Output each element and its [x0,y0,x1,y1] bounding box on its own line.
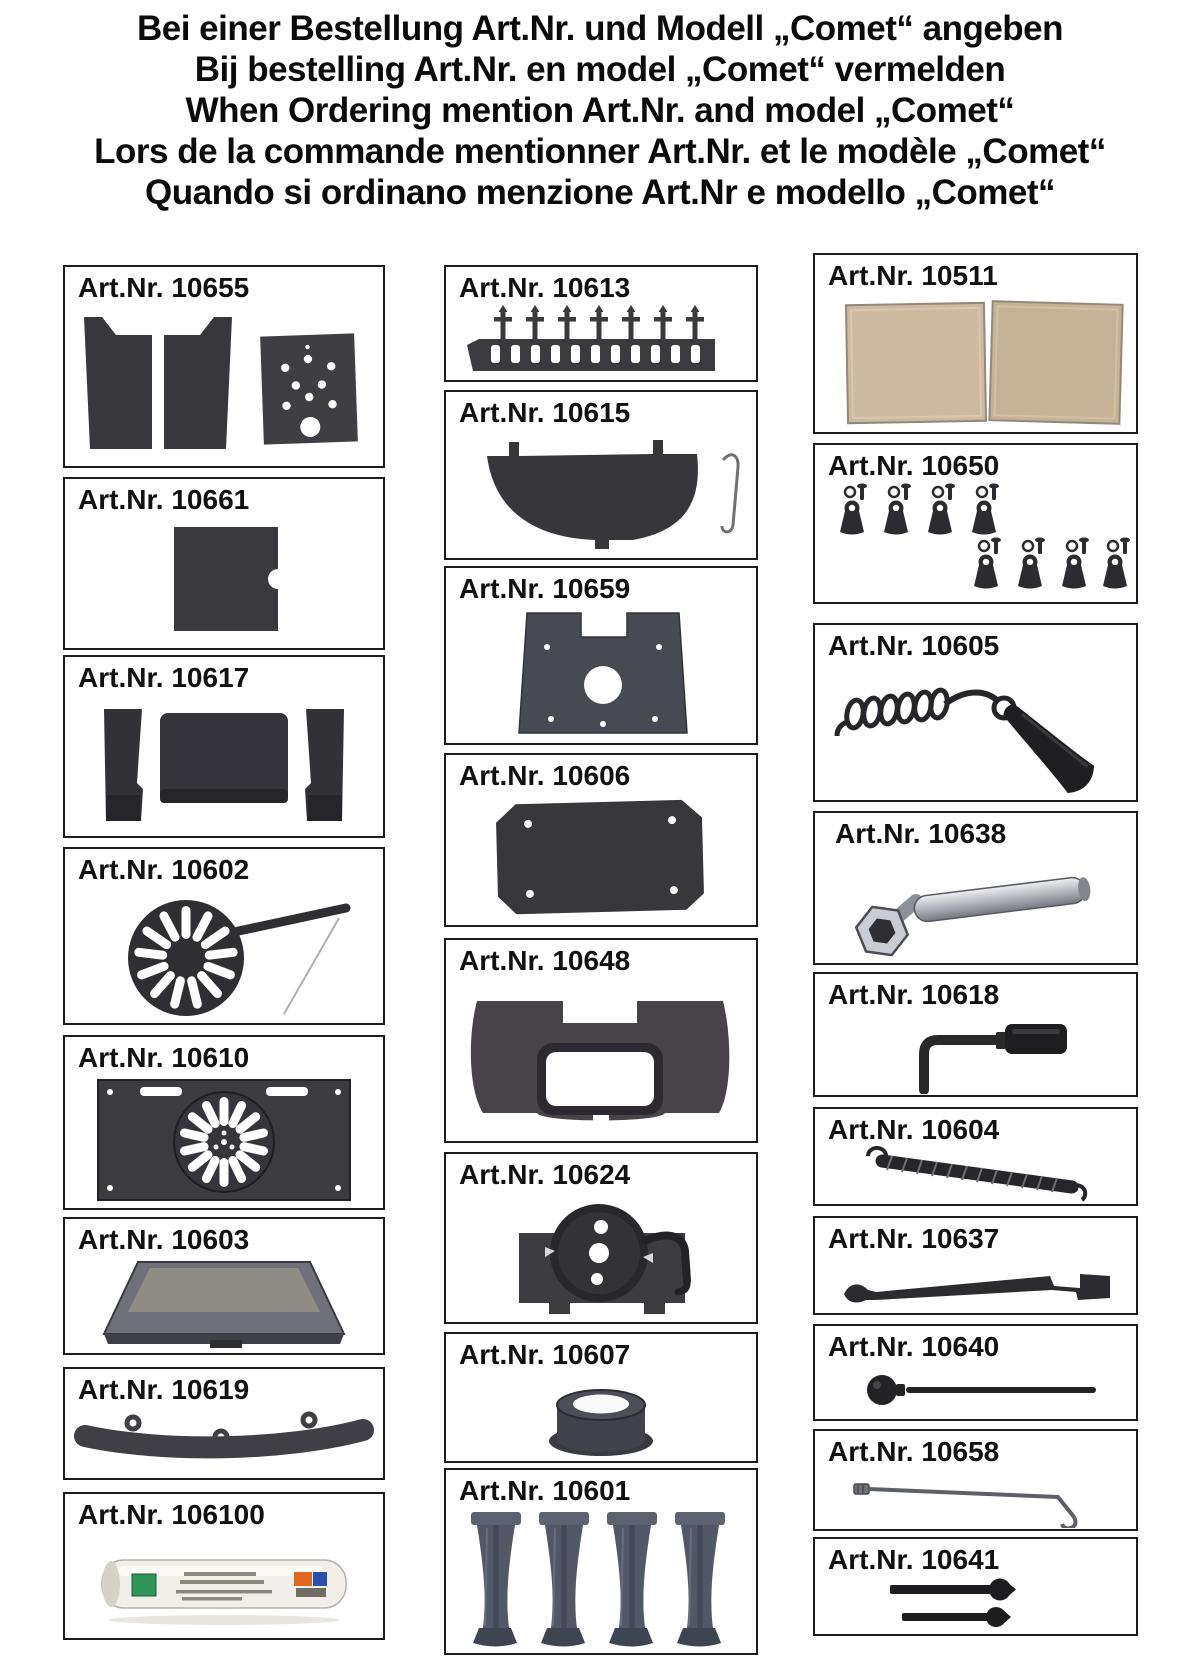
order-instruction-line-it: Quando si ordinano menzione Art.Nr e modello „Comet“ [145,173,1055,212]
part-number-label: Art.Nr. 10659 [459,573,631,604]
part-photo-10610 [84,1076,364,1204]
part-photo-106100 [84,1534,364,1634]
part-box-10613 [444,265,758,382]
part-box-10615 [444,390,758,560]
part-photo-10638 [826,851,1126,961]
part-number-label: Art.Nr. 10640 [828,1331,1000,1362]
part-number-label: Art.Nr. 10610 [78,1042,250,1073]
part-box-10618 [813,972,1138,1097]
part-number-label: Art.Nr. 10604 [828,1114,1000,1145]
photo-area [65,1406,383,1478]
photo-area [446,605,756,743]
part-box-10661 [63,477,385,650]
part-box-10511 [813,253,1138,434]
part-box-10637 [813,1216,1138,1315]
photo-area [446,1191,756,1322]
photo-area [815,850,1136,963]
part-box-10606 [444,753,758,927]
part-box-10648 [444,938,758,1143]
photo-area [65,1256,383,1353]
part-box-10601 [444,1468,758,1655]
part-photo-10640 [826,1363,1126,1418]
part-number-label: Art.Nr. 10650 [828,450,1000,481]
part-photo-10617 [74,697,374,832]
order-instructions [0,8,1200,213]
photo-area [446,1371,756,1461]
part-number-label: Art.Nr. 10661 [78,484,250,515]
part-box-10607 [444,1332,758,1463]
part-photo-10618 [826,1011,1126,1094]
photo-area [446,792,756,925]
part-photo-10607 [451,1371,751,1459]
order-instruction-line-en: When Ordering mention Art.Nr. and model „Comet“ [185,91,1015,130]
part-number-label: Art.Nr. 10624 [459,1159,631,1190]
photo-area [815,1363,1136,1419]
photo-area [815,1011,1136,1095]
part-box-10641 [813,1537,1138,1636]
photo-area [446,304,756,380]
part-number-label: Art.Nr. 10601 [459,1475,631,1506]
photo-area [446,977,756,1141]
part-box-10604 [813,1107,1138,1206]
part-photo-10605 [821,664,1131,796]
part-photo-10604 [826,1146,1126,1203]
photo-area [65,694,383,836]
photo-area [65,304,383,466]
part-photo-10641 [846,1576,1106,1633]
part-number-label: Art.Nr. 10618 [828,979,1000,1010]
part-number-label: Art.Nr. 10607 [459,1339,631,1370]
part-photo-10624 [451,1193,751,1319]
part-photo-10606 [451,794,751,922]
photo-area [446,429,756,558]
part-box-10640 [813,1324,1138,1421]
part-box-10624 [444,1152,758,1324]
order-instruction-line-fr: Lors de la commande mentionner Art.Nr. et le modèle „Comet“ [94,132,1106,171]
photo-area [815,1576,1136,1634]
part-number-label: Art.Nr. 10648 [459,945,631,976]
part-number-label: Art.Nr. 10617 [78,662,250,693]
part-box-10610 [63,1035,385,1210]
part-number-label: Art.Nr. 10511 [828,260,998,291]
part-number-label: Art.Nr. 10606 [459,760,631,791]
part-box-10638 [813,811,1138,965]
part-number-label: Art.Nr. 10615 [459,397,631,428]
part-box-10603 [63,1217,385,1355]
photo-area [815,662,1136,800]
part-photo-10602 [74,888,374,1020]
part-number-label: Art.Nr. 10637 [828,1223,1000,1254]
part-number-label: Art.Nr. 106100 [78,1499,265,1530]
part-number-label: Art.Nr. 10603 [78,1224,250,1255]
part-number-label: Art.Nr. 10602 [78,854,250,885]
part-box-10659 [444,566,758,745]
part-photo-10601 [451,1508,751,1650]
part-photo-10619 [69,1406,379,1476]
part-box-10602 [63,847,385,1025]
photo-area [815,1255,1136,1313]
part-box-10619 [63,1367,385,1480]
part-number-label: Art.Nr. 10619 [78,1374,250,1405]
part-photo-10650 [820,482,1132,600]
part-box-10617 [63,655,385,838]
photo-area [65,516,383,648]
part-photo-10603 [74,1256,374,1351]
part-photo-10659 [451,607,751,739]
part-photo-10637 [826,1255,1126,1312]
photo-area [65,886,383,1023]
photo-area [815,1146,1136,1204]
order-instruction-line-nl: Bij bestelling Art.Nr. en model „Comet“ vermelden [194,50,1006,89]
part-number-label: Art.Nr. 10641 [828,1544,1000,1575]
part-photo-10511 [821,294,1131,429]
part-number-label: Art.Nr. 10605 [828,630,1000,661]
part-photo-10648 [451,979,751,1137]
photo-area [815,292,1136,432]
photo-area [815,1468,1136,1529]
part-box-10650 [813,443,1138,604]
photo-area [65,1074,383,1208]
part-box-106100 [63,1492,385,1640]
part-box-10605 [813,623,1138,802]
part-photo-10661 [74,519,374,644]
part-number-label: Art.Nr. 10658 [828,1436,1000,1467]
photo-area [446,1507,756,1653]
part-photo-10613 [451,305,751,377]
order-instruction-line-de: Bei einer Bestellung Art.Nr. und Modell „Comet“ angeben [136,9,1064,48]
part-box-10658 [813,1429,1138,1531]
part-number-label: Art.Nr. 10638 [835,818,1007,849]
part-number-label: Art.Nr. 10613 [459,272,631,303]
photo-area [65,1531,383,1638]
photo-area [815,482,1136,602]
part-box-10655 [63,265,385,468]
part-photo-10615 [451,430,751,555]
part-number-label: Art.Nr. 10655 [78,272,250,303]
part-photo-10658 [826,1468,1126,1528]
part-photo-10655 [74,309,374,459]
